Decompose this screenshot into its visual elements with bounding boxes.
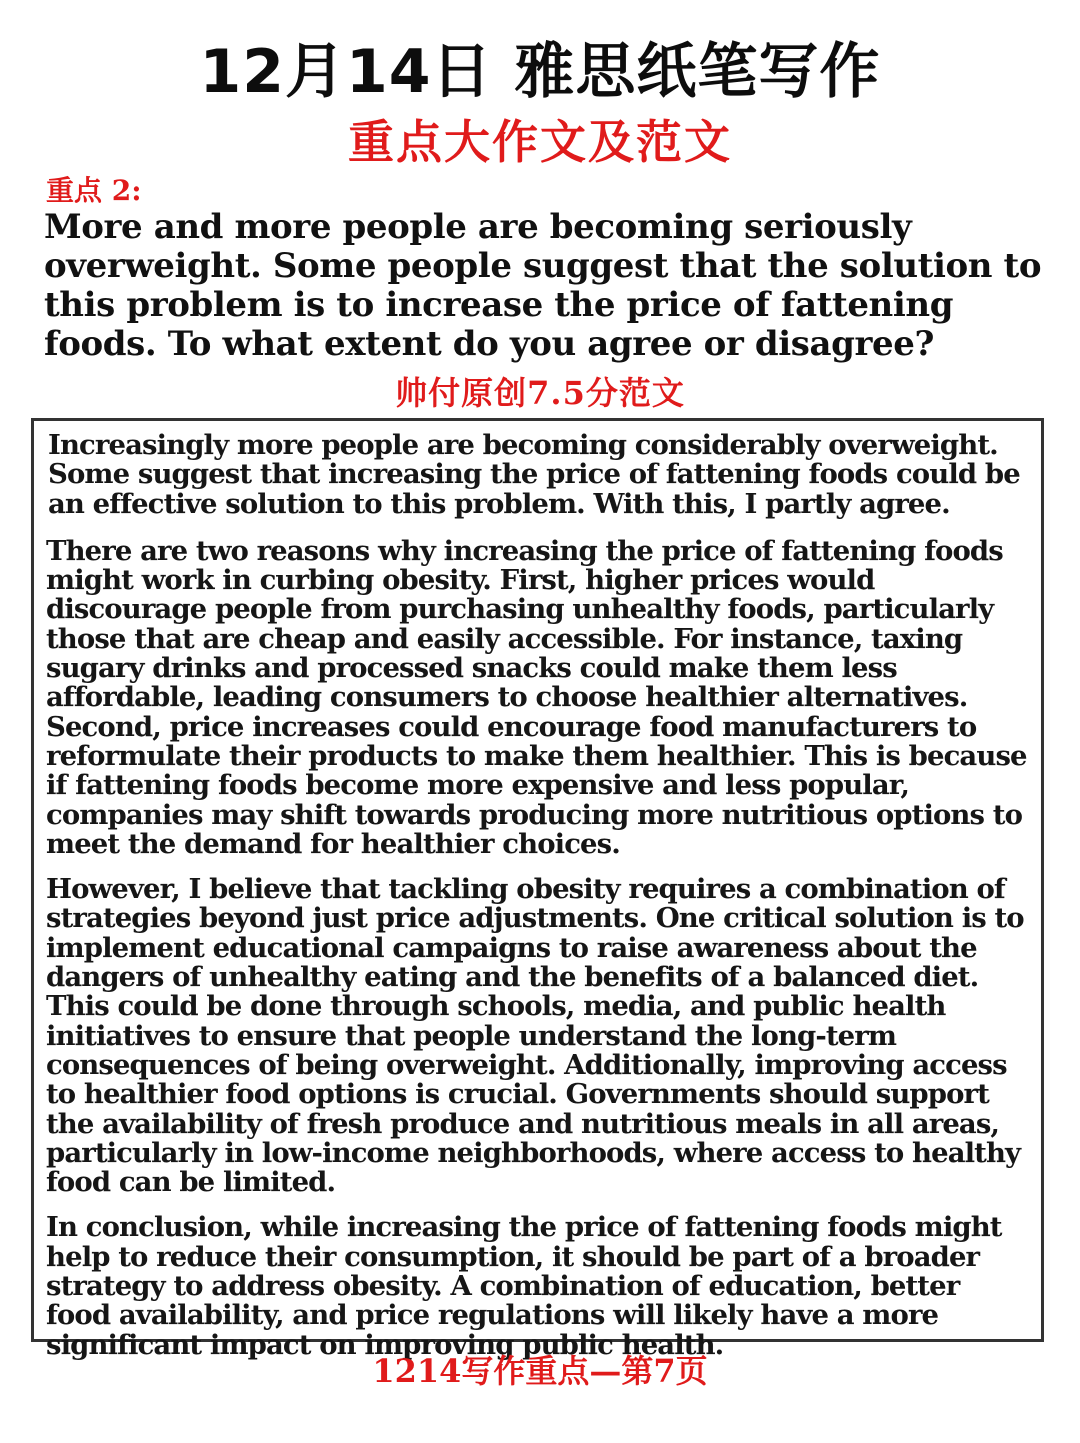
essay-paragraph-body-2: However, I believe that tackling obesity requires a combination of strategies beyond just price adjustments. One critical solution is to implement educational campaigns to raise awareness about the dangers of unhealthy eating and the benefits of a balanced diet. This could be done through schools, media, and public health initiatives to ensure that people understand the long-term consequences of being overweight. Additionally, improving access to healthier food options is crucial. Governments should support the availability of fresh produce and nutritious meals in all areas, particularly in low-income neighborhoods, where access to healthy food can be limited.	[46, 873, 1024, 1199]
question-label: 重点 2:	[46, 174, 142, 207]
essay-paragraph-body-1: There are two reasons why increasing the price of fattening foods might work in curbing obesity. First, higher prices would discourage people from purchasing unhealthy foods, particularly those that are cheap and easily accessible. For instance, taxing sugary drinks and processed snacks could make them less affordable, leading consumers to choose healthier alternatives. Second, price increases could encourage food manufacturers to reformulate their products to make them healthier. This is because if fattening foods become more expensive and less popular, companies may shift towards producing more nutritious options to meet the demand for healthier choices.	[46, 534, 1027, 860]
sample-essay-title: 帅付原创7.5分范文	[395, 374, 685, 412]
sample-essay-box	[31, 418, 1044, 1361]
essay-paragraph-conclusion: In conclusion, while increasing the price of fattening foods might help to reduce their consumption, it should be part of a broader strategy to address obesity. A combination of education, better food availability, and price regulations will likely have a more significant impact on improving public health.	[46, 1211, 1002, 1361]
essay-paragraph-introduction: Increasingly more people are becoming considerably overweight. Some suggest that increasing the price of fattening foods could be an effective solution to this problem. With this, I partly agree.	[48, 429, 1020, 520]
page-title: 12月14日 雅思纸笔写作	[199, 37, 881, 107]
page-footer: 1214写作重点—第7页	[372, 1352, 708, 1390]
question-prompt: More and more people are becoming seriously overweight. Some people suggest that the solution to this problem is to increase the price of fattening foods. To what extent do you agree or disagree?	[44, 207, 1042, 364]
page-subtitle: 重点大作文及范文	[348, 115, 732, 169]
